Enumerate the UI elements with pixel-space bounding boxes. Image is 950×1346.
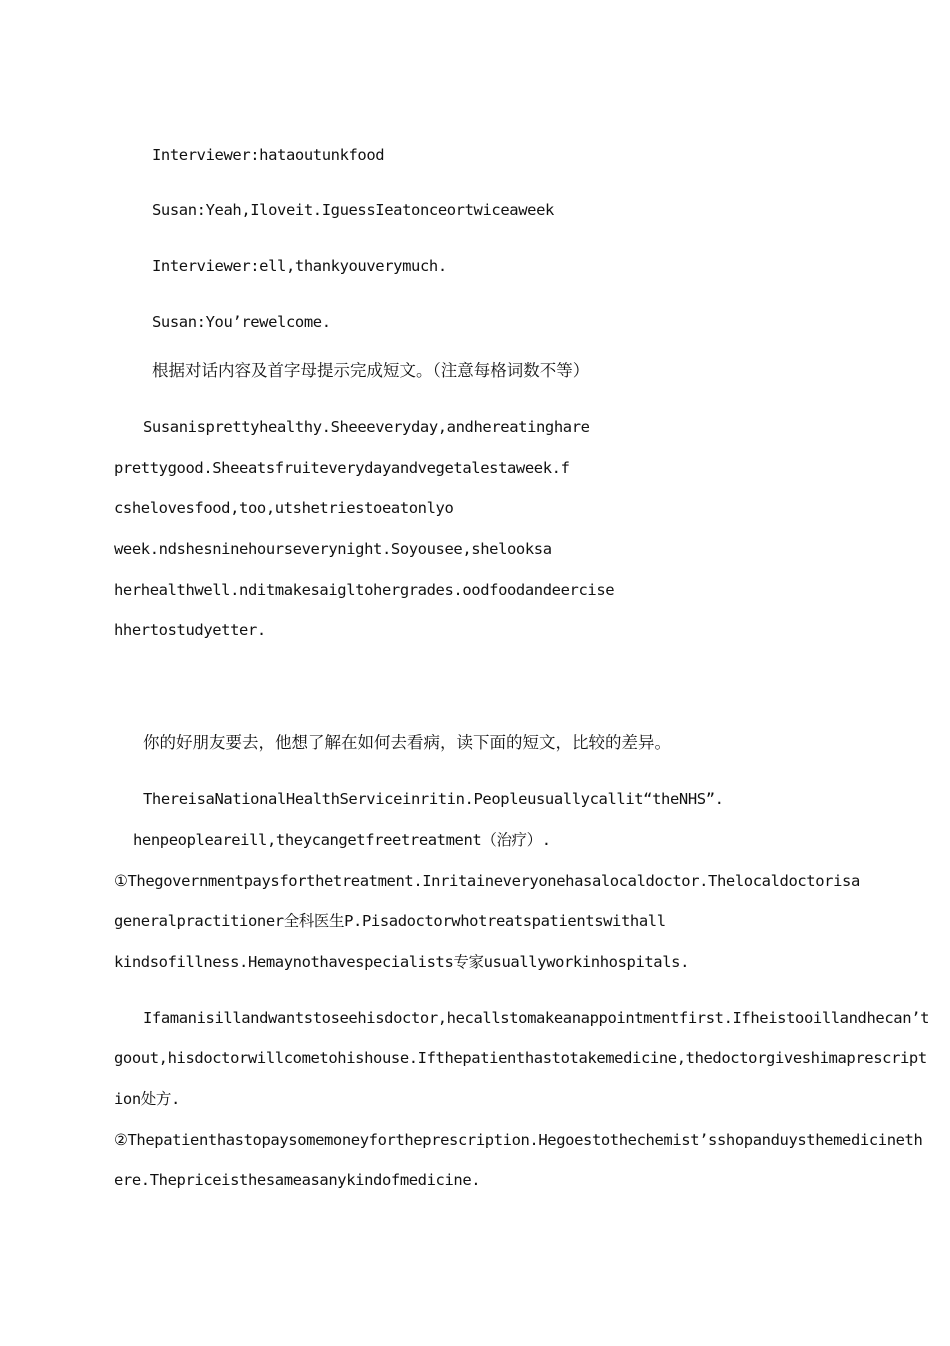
dialogue-line: Susan:You’rewelcome. — [152, 313, 331, 331]
passage-line: ThereisaNationalHealthServiceinritin.Peopleusuallycallit“theNHS”. — [143, 790, 724, 808]
passage-line: generalpractitioner全科医生P.Pisadoctorwhotreatspatientswithall — [114, 912, 666, 930]
dialogue-line: Interviewer:hataoutunkfood — [152, 146, 385, 164]
task-instruction: 你的好朋友要去，他想了解在如何去看病，读下面的短文，比较的差异。 — [143, 733, 671, 752]
passage-line: ②Thepatienthastopaysomemoneyfortheprescription.Hegoestothechemist’sshopanduysthemedicineth — [114, 1131, 923, 1149]
dialogue-line: Susan:Yeah,Iloveit.IguessIeatonceortwiceaweek — [152, 201, 554, 219]
dialogue-line: Interviewer:ell,thankyouverymuch. — [152, 257, 447, 275]
passage-line: ere.Thepriceisthesameasanykindofmedicine. — [114, 1171, 481, 1189]
passage-line: week.ndshesninehourseverynight.Soyousee,shelooksa — [114, 540, 552, 558]
passage-line: Ifamanisillandwantstoseehisdoctor,hecallstomakeanappointmentfirst.Ifheistooillandhecan’t — [143, 1009, 929, 1027]
passage-line: herhealthwell.nditmakesaigltohergrades.oodfoodandeercise — [114, 581, 615, 599]
passage-line: kindsofillness.Hemaynothavespecialists专家usuallyworkinhospitals. — [114, 953, 690, 971]
passage-line: ion处方. — [114, 1090, 180, 1108]
passage-line: prettygood.Sheeatsfruiteverydayandvegetalestaweek.f — [114, 459, 570, 477]
passage-line: goout,hisdoctorwillcometohishouse.Ifthepatienthastotakemedicine,thedoctorgiveshimaprescript — [114, 1049, 927, 1067]
task-instruction: 根据对话内容及首字母提示完成短文。（注意每格词数不等） — [152, 361, 590, 380]
passage-line: ①Thegovernmentpaysforthetreatment.Inritaineveryonehasalocaldoctor.Thelocaldoctorisa — [114, 872, 860, 890]
passage-line: hhertostudyetter. — [114, 621, 266, 639]
passage-line: cshelovesfood,too,utshetriestoeatonlyo — [114, 499, 454, 517]
passage-line: Susanisprettyhealthy.Sheeeveryday,andhereatinghare — [143, 418, 590, 436]
passage-line: henpeopleareill,theycangetfreetreatment（治疗）. — [133, 831, 551, 849]
